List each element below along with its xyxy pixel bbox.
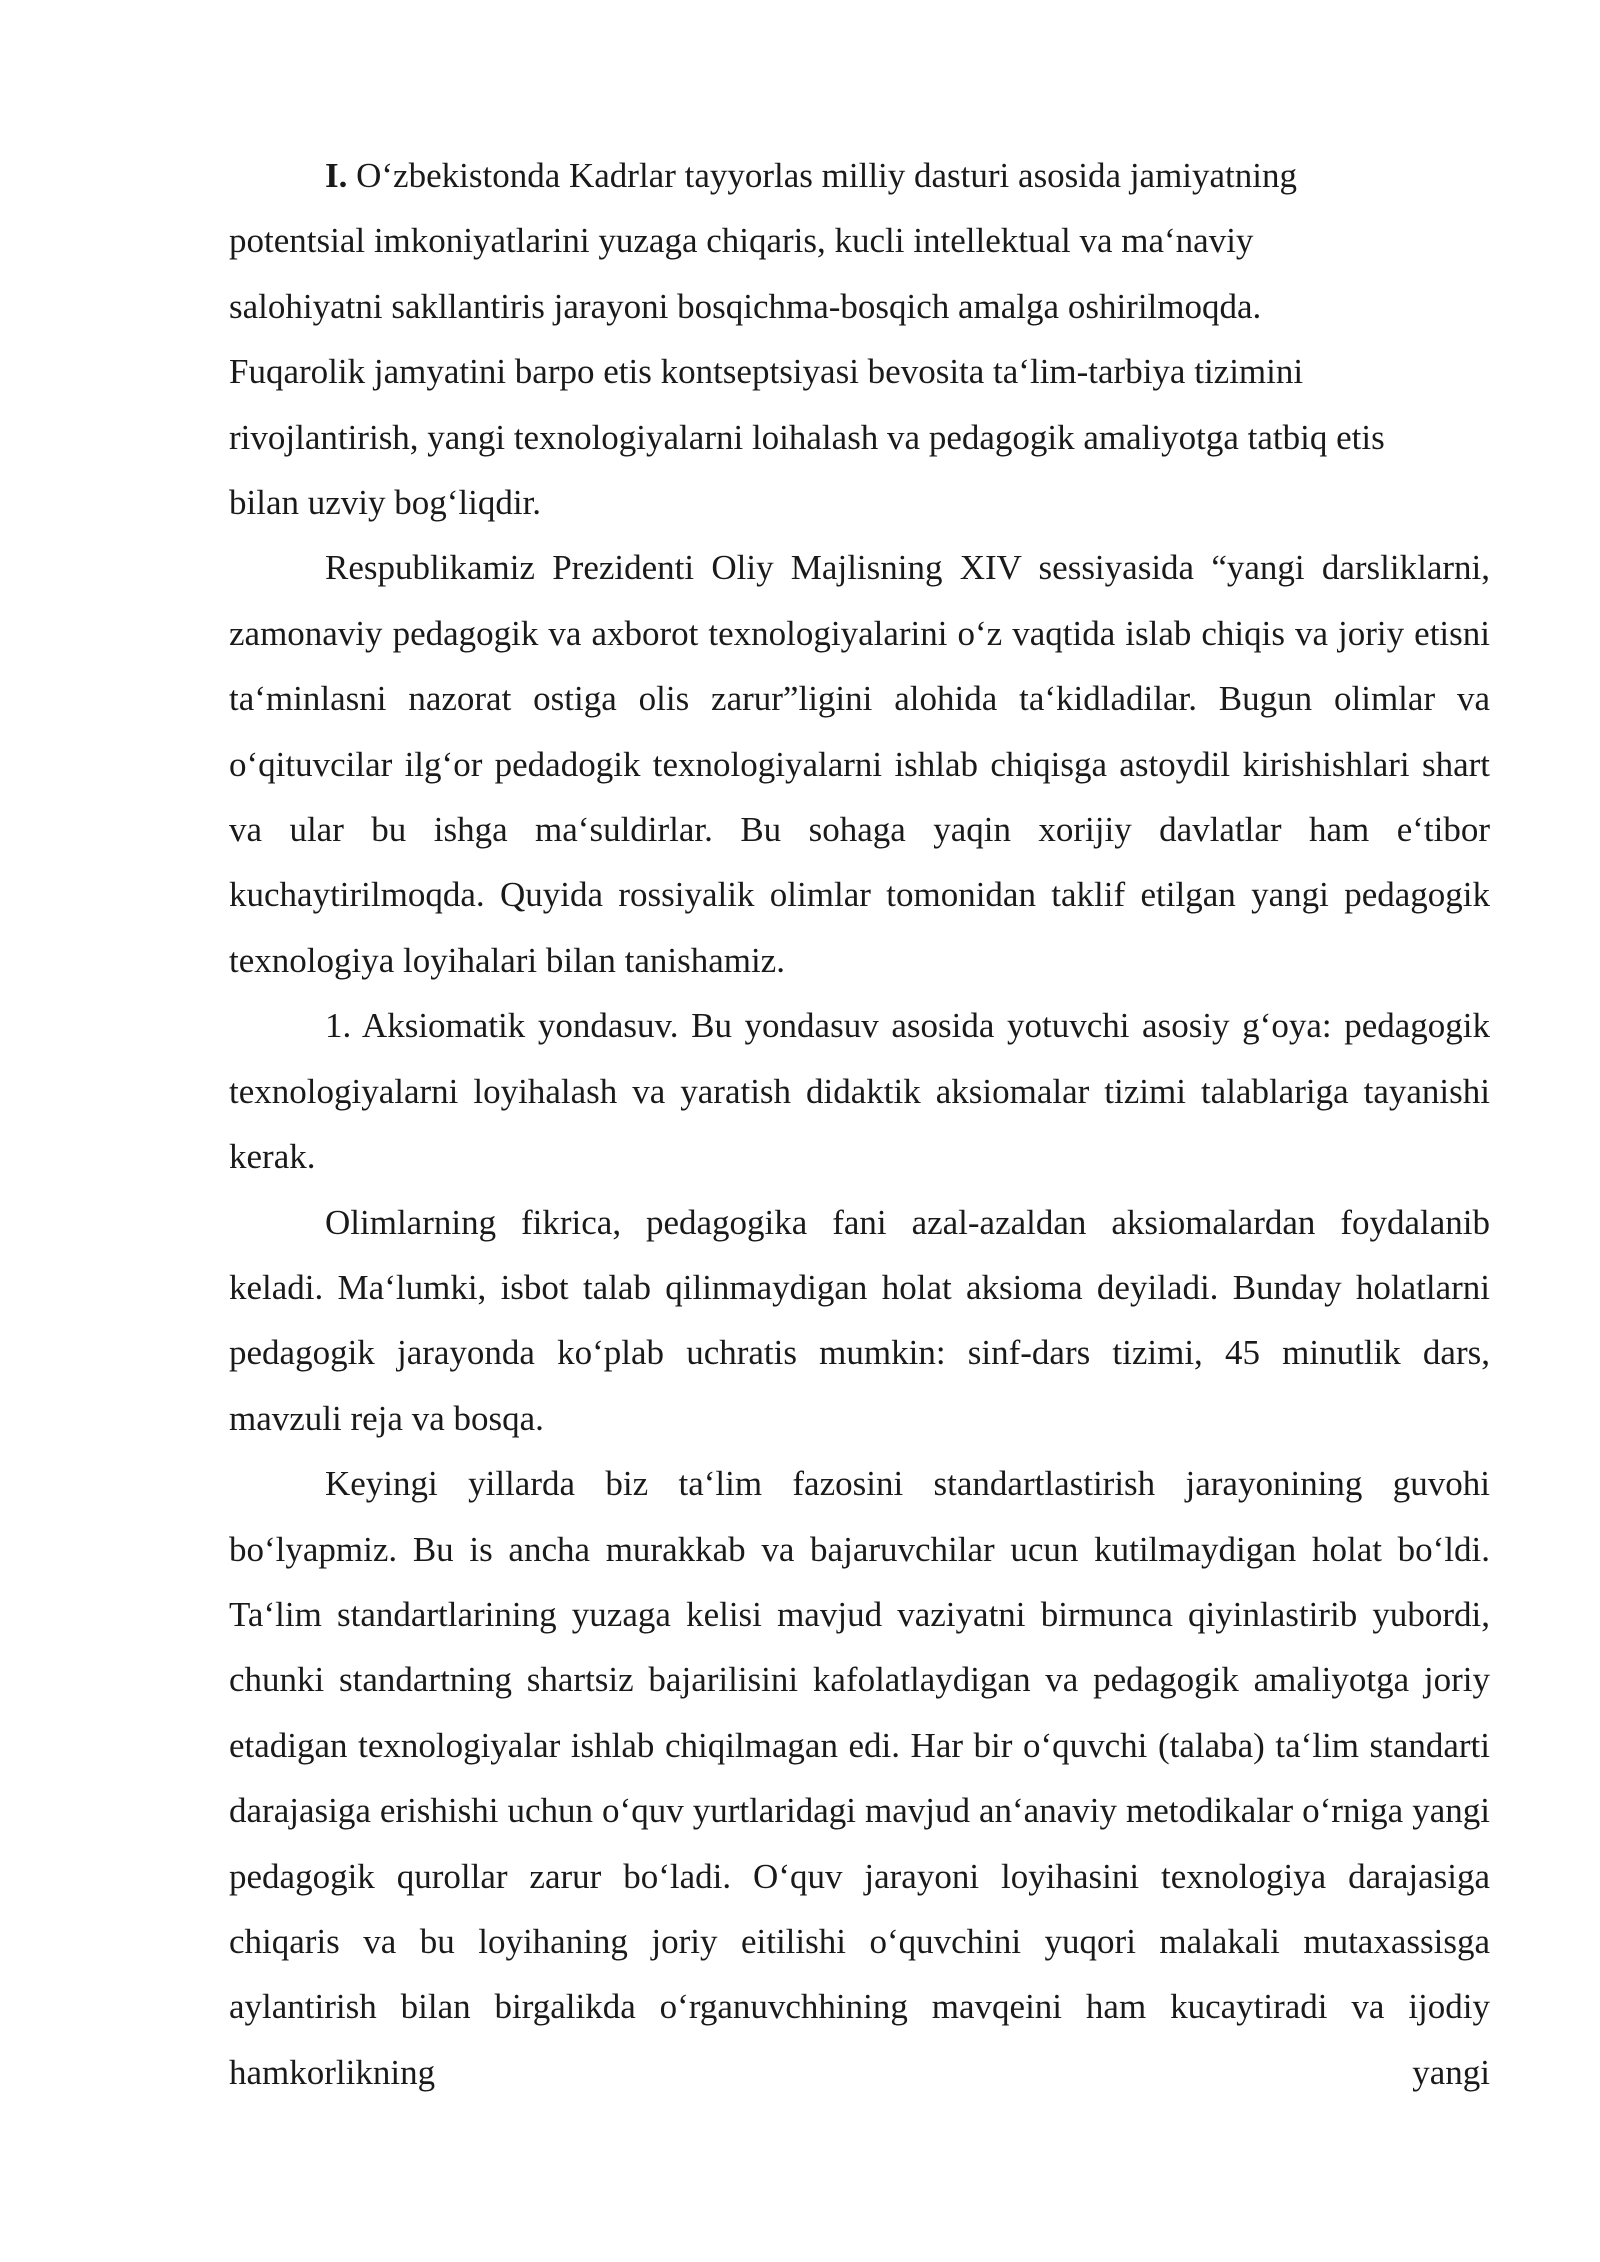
intro-paragraph (229, 143, 1490, 535)
intro-line: O‘zbekistonda Kadrlar tayyorlas milliy dasturi asosida jamiyatning (356, 156, 1298, 195)
document-page (229, 143, 1490, 2105)
body-paragraph: Respublikamiz Prezidenti Oliy Majlisning XIV sessiyasida “yangi darsliklarni, zamonaviy pedagogik va axborot texnologiyalarini o‘z vaqtida islab chiqis va joriy etisni ta‘minlasni nazorat ostiga olis zarur”ligini alohida ta‘kidladilar. Bugun olimlar va o‘qituvcilar ilg‘or pedadogik texnologiyalarni ishlab chiqisga astoydil kirishishlari shart va ular bu ishga ma‘suldirlar. Bu sohaga yaqin xorijiy davlatlar ham e‘tibor kuchaytirilmoqda. Quyida rossiyalik olimlar tomonidan taklif etilgan yangi pedagogik texnologiya loyihalari bilan tanishamiz. (229, 548, 1490, 980)
body-paragraph: Olimlarning fikrica, pedagogika fani azal-azaldan aksiomalardan foydalanib keladi. Ma‘lumki, isbot talab qilinmaydigan holat aksioma deyiladi. Bunday holatlarni pedagogik jarayonda ko‘plab uchratis mumkin: sinf-dars tizimi, 45 minutlik dars, mavzuli reja va bosqa. (229, 1202, 1490, 1438)
intro-line: potentsial imkoniyatlarini yuzaga chiqaris, kucli intellektual va ma‘naviy (229, 221, 1254, 261)
intro-line: Fuqarolik jamyatini barpo etis kontseptsiyasi bevosita ta‘lim-tarbiya tizimini (229, 352, 1304, 392)
intro-line: bilan uzviy bog‘liqdir. (229, 483, 542, 523)
intro-line: salohiyatni sakllantiris jarayoni bosqichma-bosqich amalga oshirilmoqda. (229, 286, 1262, 326)
section-marker: I. (325, 156, 348, 195)
body-paragraph: Keyingi yillarda biz ta‘lim fazosini standartlastirish jarayonining guvohi bo‘lyapmiz. Bu is ancha murakkab va bajaruvchilar ucun kutilmaydigan holat bo‘ldi. Ta‘lim standartlarining yuzaga kelisi mavjud vaziyatni birmunca qiyinlastirib yubordi, chunki standartning shartsiz bajarilisini kafolatlaydigan va pedagogik amaliyotga joriy etadigan texnologiyalar ishlab chiqilmagan edi. Har bir o‘quvchi (talaba) ta‘lim standarti darajasiga erishishi uchun o‘quv yurtlaridagi mavjud an‘anaviy metodikalar o‘rniga yangi pedagogik qurollar zarur bo‘ladi. O‘quv jarayoni loyihasini texnologiya darajasiga chiqaris va bu loyihaning joriy eitilishi o‘quvchini yuqori malakali mutaxassisga aylantirish bilan birgalikda o‘rganuvchhining mavqeini ham kucaytiradi va ijodiy hamkorlikning yangi (229, 1464, 1490, 2092)
body-paragraph: 1. Aksiomatik yondasuv. Bu yondasuv asosida yotuvchi asosiy g‘oya: pedagogik texnologiyalarni loyihalash va yaratish didaktik aksiomalar tizimi talablariga tayanishi kerak. (229, 1006, 1490, 1177)
intro-line: rivojlantirish, yangi texnologiyalarni loihalash va pedagogik amaliyotga tatbiq etis (229, 417, 1385, 457)
